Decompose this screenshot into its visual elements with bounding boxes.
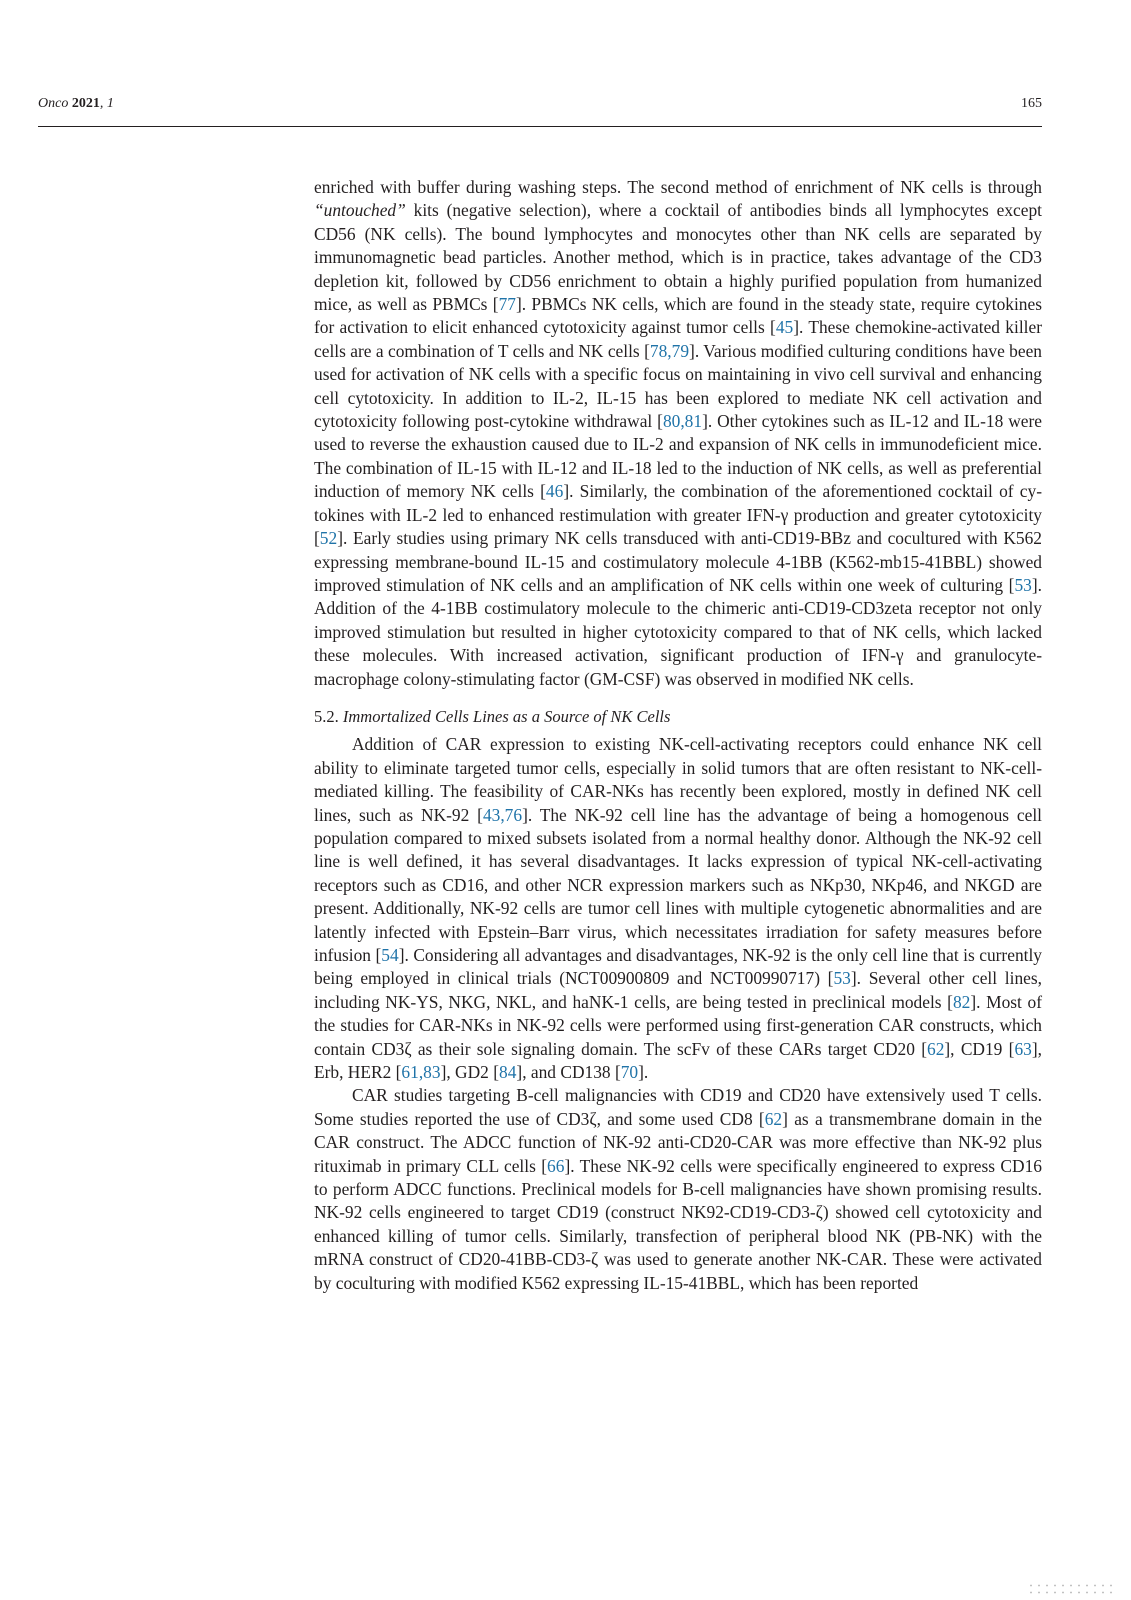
citation-link[interactable]: 84 bbox=[499, 1062, 517, 1083]
section-title: Immortalized Cells Lines as a Source of NK Cells bbox=[342, 706, 671, 726]
text-run: ] as a transmembrane domain in the CAR construct. The ADCC function of NK-92 anti-CD20-CAR was more effective than NK-92 plus rituximab in primary CLL cells [ bbox=[314, 1108, 1043, 1176]
paragraph bbox=[314, 733, 1042, 1084]
text-run: ]. PBMCs NK cells, which are found in the steady state, require cytokines for activation to elicit enhanced cytotoxicity against tumor cells [ bbox=[314, 294, 1042, 338]
paragraph bbox=[314, 1084, 1042, 1295]
citation-link[interactable]: 80,81 bbox=[662, 411, 703, 432]
text-run: ]. Several other cell lines, including NK-YS, NKG, NKL, and haNK-1 cells, are being tested in preclinical models [ bbox=[314, 968, 1042, 1012]
text-run: ]. Most of the studies for CAR-NKs in NK-92 cells were performed using first-generation CAR constructs, which contain CD3ζ as their sole signaling domain. The scFv of these CARs target CD20 [ bbox=[314, 991, 1042, 1059]
journal-citation bbox=[38, 96, 114, 112]
running-header bbox=[38, 96, 1042, 127]
citation-link[interactable]: 78,79 bbox=[649, 340, 690, 361]
text-run: enriched with buffer during washing steps. The second method of enrichment of NK cells is through bbox=[314, 177, 1042, 197]
text-run: ]. Other cytokines such as IL-12 and IL-18 were used to reverse the exhaustion caused due to IL-2 and expansion of NK cells in immunodeficient mice. The combination of IL-15 with IL-12 and IL-18 led to the induction of NK cells, as well as preferential induction of memory NK cells [ bbox=[314, 411, 1042, 502]
citation-link[interactable]: 53 bbox=[1014, 574, 1032, 595]
paragraph-group-section bbox=[314, 733, 1042, 1295]
citation-link[interactable]: 46 bbox=[545, 481, 564, 502]
text-run: ]. The NK-92 cell line has the advantage of being a homogenous cell population compared to mixed subsets isolated from a normal healthy donor. Although the NK-92 cell line is well defined, it has several disadvantages. It lacks expression of typical NK-cell-activating receptors such as CD16, and other NCR expression markers such as NKp30, NKp46, and NKGD are present. Additionally, NK-92 cells are tumor cell lines with multiple cytogenetic abnormalities and are latently infected with Epstein–Barr virus, which necessitates irradiation for safety measures before infusion [ bbox=[314, 804, 1042, 965]
text-run: ]. Considering all advantages and disadvantages, NK-92 is the only cell line that is currently being employed in clinical trials (NCT00900809 and NCT00990717) [ bbox=[314, 945, 1042, 989]
journal-volume: , 1 bbox=[99, 96, 114, 111]
text-run: ]. Addition of the 4-1BB costimulatory molecule to the chimeric anti-CD19-CD3zeta receptor not only improved stimulation but resulted in higher cytotoxicity compared to that of NK cells, which lacked these molecules. With increased activation, significant production of IFN-γ and granulocyte-macrophage colony-stimulating factor (GM-CSF) was observed in modified NK cells. bbox=[314, 574, 1042, 689]
citation-link[interactable]: 54 bbox=[381, 945, 399, 965]
text-run: kits (negative selection), where a cocktail of antibodies binds all lymphocytes except CD56 (NK cells). The bound lymphocytes and monocytes other than NK cells are separated by immunomagnetic bead particles. Another method, which is in practice, takes advantage of the CD3 depletion kit, followed by CD56 enrichment to obtain a highly purified population from humanized mice, as well as PBMCs [ bbox=[314, 200, 1042, 315]
journal-year: 2021 bbox=[71, 96, 100, 111]
citation-link[interactable]: 45 bbox=[775, 317, 794, 338]
section-number: 5.2. bbox=[314, 706, 339, 726]
text-run: ], Erb, HER2 [ bbox=[314, 1038, 1042, 1083]
text-run: ]. Similarly, the combination of the aforementioned cocktail of cytokines with IL-2 led to enhanced restimulation with greater IFN-γ production and greater cytotoxicity [ bbox=[314, 481, 1042, 549]
text-run: Addition of CAR expression to existing NK-cell-activating receptors could enhance NK cell ability to eliminate targeted tumor cells, especially in solid tumors that are often resistant to NK-cell-mediated killing. The feasibility of CAR-NKs has recently been explored, mostly in defined NK cell lines, such as NK-92 [ bbox=[314, 734, 1042, 825]
citation-link[interactable]: 63 bbox=[1014, 1038, 1032, 1059]
page-corner-artifact bbox=[1027, 1582, 1117, 1596]
citation-link[interactable]: 70 bbox=[620, 1062, 639, 1083]
text-run: ]. These chemokine-activated killer cells are a combination of T cells and NK cells [ bbox=[314, 317, 1042, 361]
page-number: 165 bbox=[1021, 96, 1042, 111]
emphasized-text: “untouched” bbox=[314, 200, 406, 221]
text-run: CAR studies targeting B-cell malignancies with CD19 and CD20 have extensively used T cells. Some studies reported the use of CD3ζ, and some used CD8 [ bbox=[314, 1085, 1042, 1129]
text-run: ]. Early studies using primary NK cells transduced with anti-CD19-BBz and cocultured with K562 expressing membrane-bound IL-15 and costimulatory molecule 4-1BB (K562-mb15-41BBL) showed improved stimulation of NK cells and an amplification of NK cells within one week of culturing [ bbox=[314, 528, 1042, 595]
citation-link[interactable]: 43,76 bbox=[482, 804, 523, 825]
text-run: ], CD19 [ bbox=[944, 1038, 1015, 1059]
citation-link[interactable]: 61,83 bbox=[401, 1062, 441, 1083]
citation-link[interactable]: 66 bbox=[547, 1155, 565, 1176]
journal-name: Onco bbox=[38, 96, 69, 111]
citation-link[interactable]: 53 bbox=[833, 968, 851, 989]
text-run: ], GD2 [ bbox=[440, 1062, 500, 1083]
citation-link[interactable]: 52 bbox=[319, 528, 338, 549]
paragraph-group-top bbox=[314, 176, 1042, 691]
citation-link[interactable]: 77 bbox=[498, 294, 516, 315]
citation-link[interactable]: 62 bbox=[927, 1038, 945, 1059]
paragraph bbox=[314, 176, 1042, 691]
text-run: ]. These NK-92 cells were specifically engineered to express CD16 to perform ADCC functions. Preclinical models for B-cell malignancies have shown promising results. NK-92 cells engineered to target CD19 (construct NK92-CD19-CD3-ζ) showed cell cytotoxicity and enhanced killing of tumor cells. Similarly, transfection of peripheral blood NK (PB-NK) with the mRNA construct of CD20-41BB-CD3-ζ was used to generate another NK-CAR. These were activated by coculturing with modified K562 expressing IL-15-41BBL, which has been reported bbox=[314, 1155, 1042, 1293]
section-heading bbox=[314, 705, 1042, 728]
citation-link[interactable]: 62 bbox=[764, 1108, 783, 1129]
text-run: ], and CD138 [ bbox=[516, 1062, 621, 1083]
citation-link[interactable]: 82 bbox=[952, 991, 971, 1012]
article-body bbox=[314, 176, 1042, 1295]
text-run: ]. Various modified culturing conditions have been used for activation of NK cells with a specific focus on maintaining in vivo cell survival and enhancing cell cytotoxicity. In addition to IL-2, IL-15 has been explored to mediate NK cell activation and cytotoxicity following post-cytokine withdrawal [ bbox=[314, 340, 1043, 432]
text-run: ]. bbox=[638, 1062, 649, 1083]
